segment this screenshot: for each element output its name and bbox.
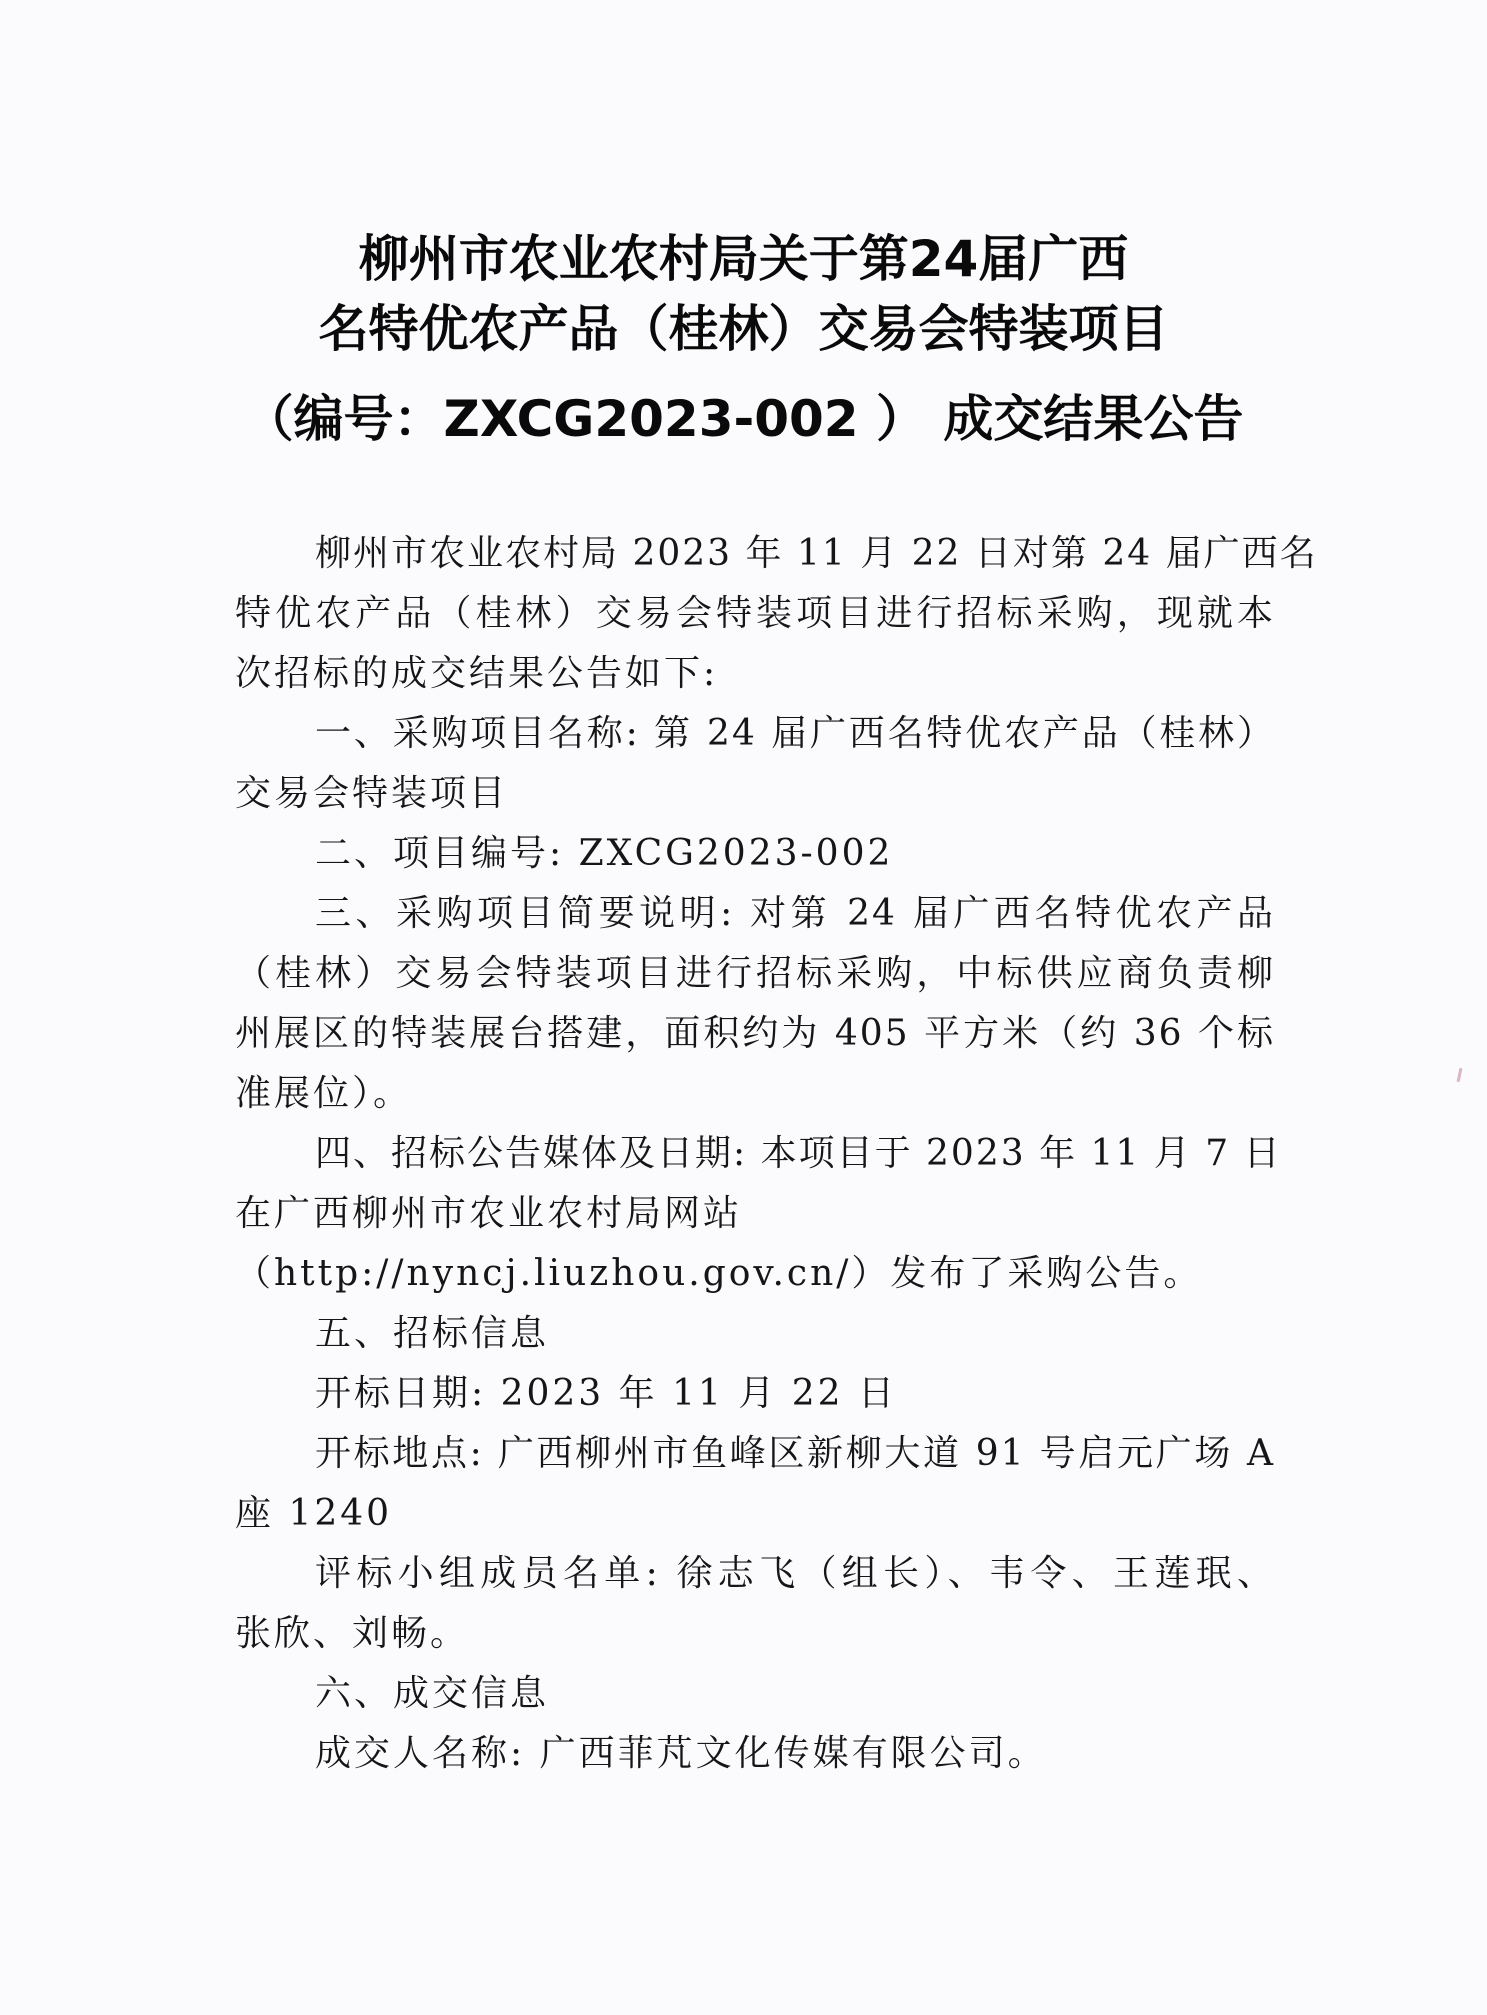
title-line-2: 名特优农产品（桂林）交易会特装项目 [318, 300, 1169, 358]
open-place-line-1: 开标地点: 广西柳州市鱼峰区新柳大道 91 号启元广场 A [315, 1433, 1275, 1474]
item3-line-2: （桂林）交易会特装项目进行招标采购，中标供应商负责柳 [235, 953, 1275, 994]
open-place-line-2: 座 1240 [235, 1493, 393, 1534]
panel-line-1: 评标小组成员名单: 徐志飞（组长）、韦令、王莲珉、 [315, 1553, 1275, 1594]
item1-line-2: 交易会特装项目 [235, 773, 509, 814]
title-line-1: 柳州市农业农村局关于第24届广西 [358, 230, 1129, 288]
intro-line-2: 特优农产品（桂林）交易会特装项目进行招标采购，现就本 [235, 593, 1275, 634]
item1-line-1: 一、采购项目名称: 第 24 届广西名特优农产品（桂林） [315, 713, 1275, 754]
item2-project-number: 二、项目编号: ZXCG2023-002 [315, 833, 894, 874]
item4-line-2: 在广西柳州市农业农村局网站 [235, 1193, 743, 1234]
winner-name: 成交人名称: 广西菲芃文化传媒有限公司。 [315, 1733, 1047, 1774]
item3-line-1: 三、采购项目简要说明: 对第 24 届广西名特优农产品 [315, 893, 1275, 934]
title-line-3: （编号：ZXCG2023-002 ） 成交结果公告 [243, 390, 1244, 448]
item6-heading: 六、成交信息 [315, 1673, 550, 1714]
intro-line-1: 柳州市农业农村局 2023 年 11 月 22 日对第 24 届广西名 [315, 533, 1318, 574]
item3-line-3: 州展区的特装展台搭建，面积约为 405 平方米（约 36 个标 [235, 1013, 1275, 1054]
open-date: 开标日期: 2023 年 11 月 22 日 [315, 1373, 898, 1414]
panel-line-2: 张欣、刘畅。 [235, 1613, 470, 1654]
intro-line-3: 次招标的成交结果公告如下: [235, 653, 719, 694]
item5-heading: 五、招标信息 [315, 1313, 550, 1354]
item4-line-1: 四、招标公告媒体及日期: 本项目于 2023 年 11 月 7 日 [315, 1133, 1282, 1174]
document-title [200, 224, 1287, 454]
item4-line-3: （http://nyncj.liuzhou.gov.cn/）发布了采购公告。 [235, 1253, 1203, 1294]
scan-mark [1457, 1068, 1463, 1082]
item3-line-4: 准展位）。 [235, 1073, 413, 1114]
